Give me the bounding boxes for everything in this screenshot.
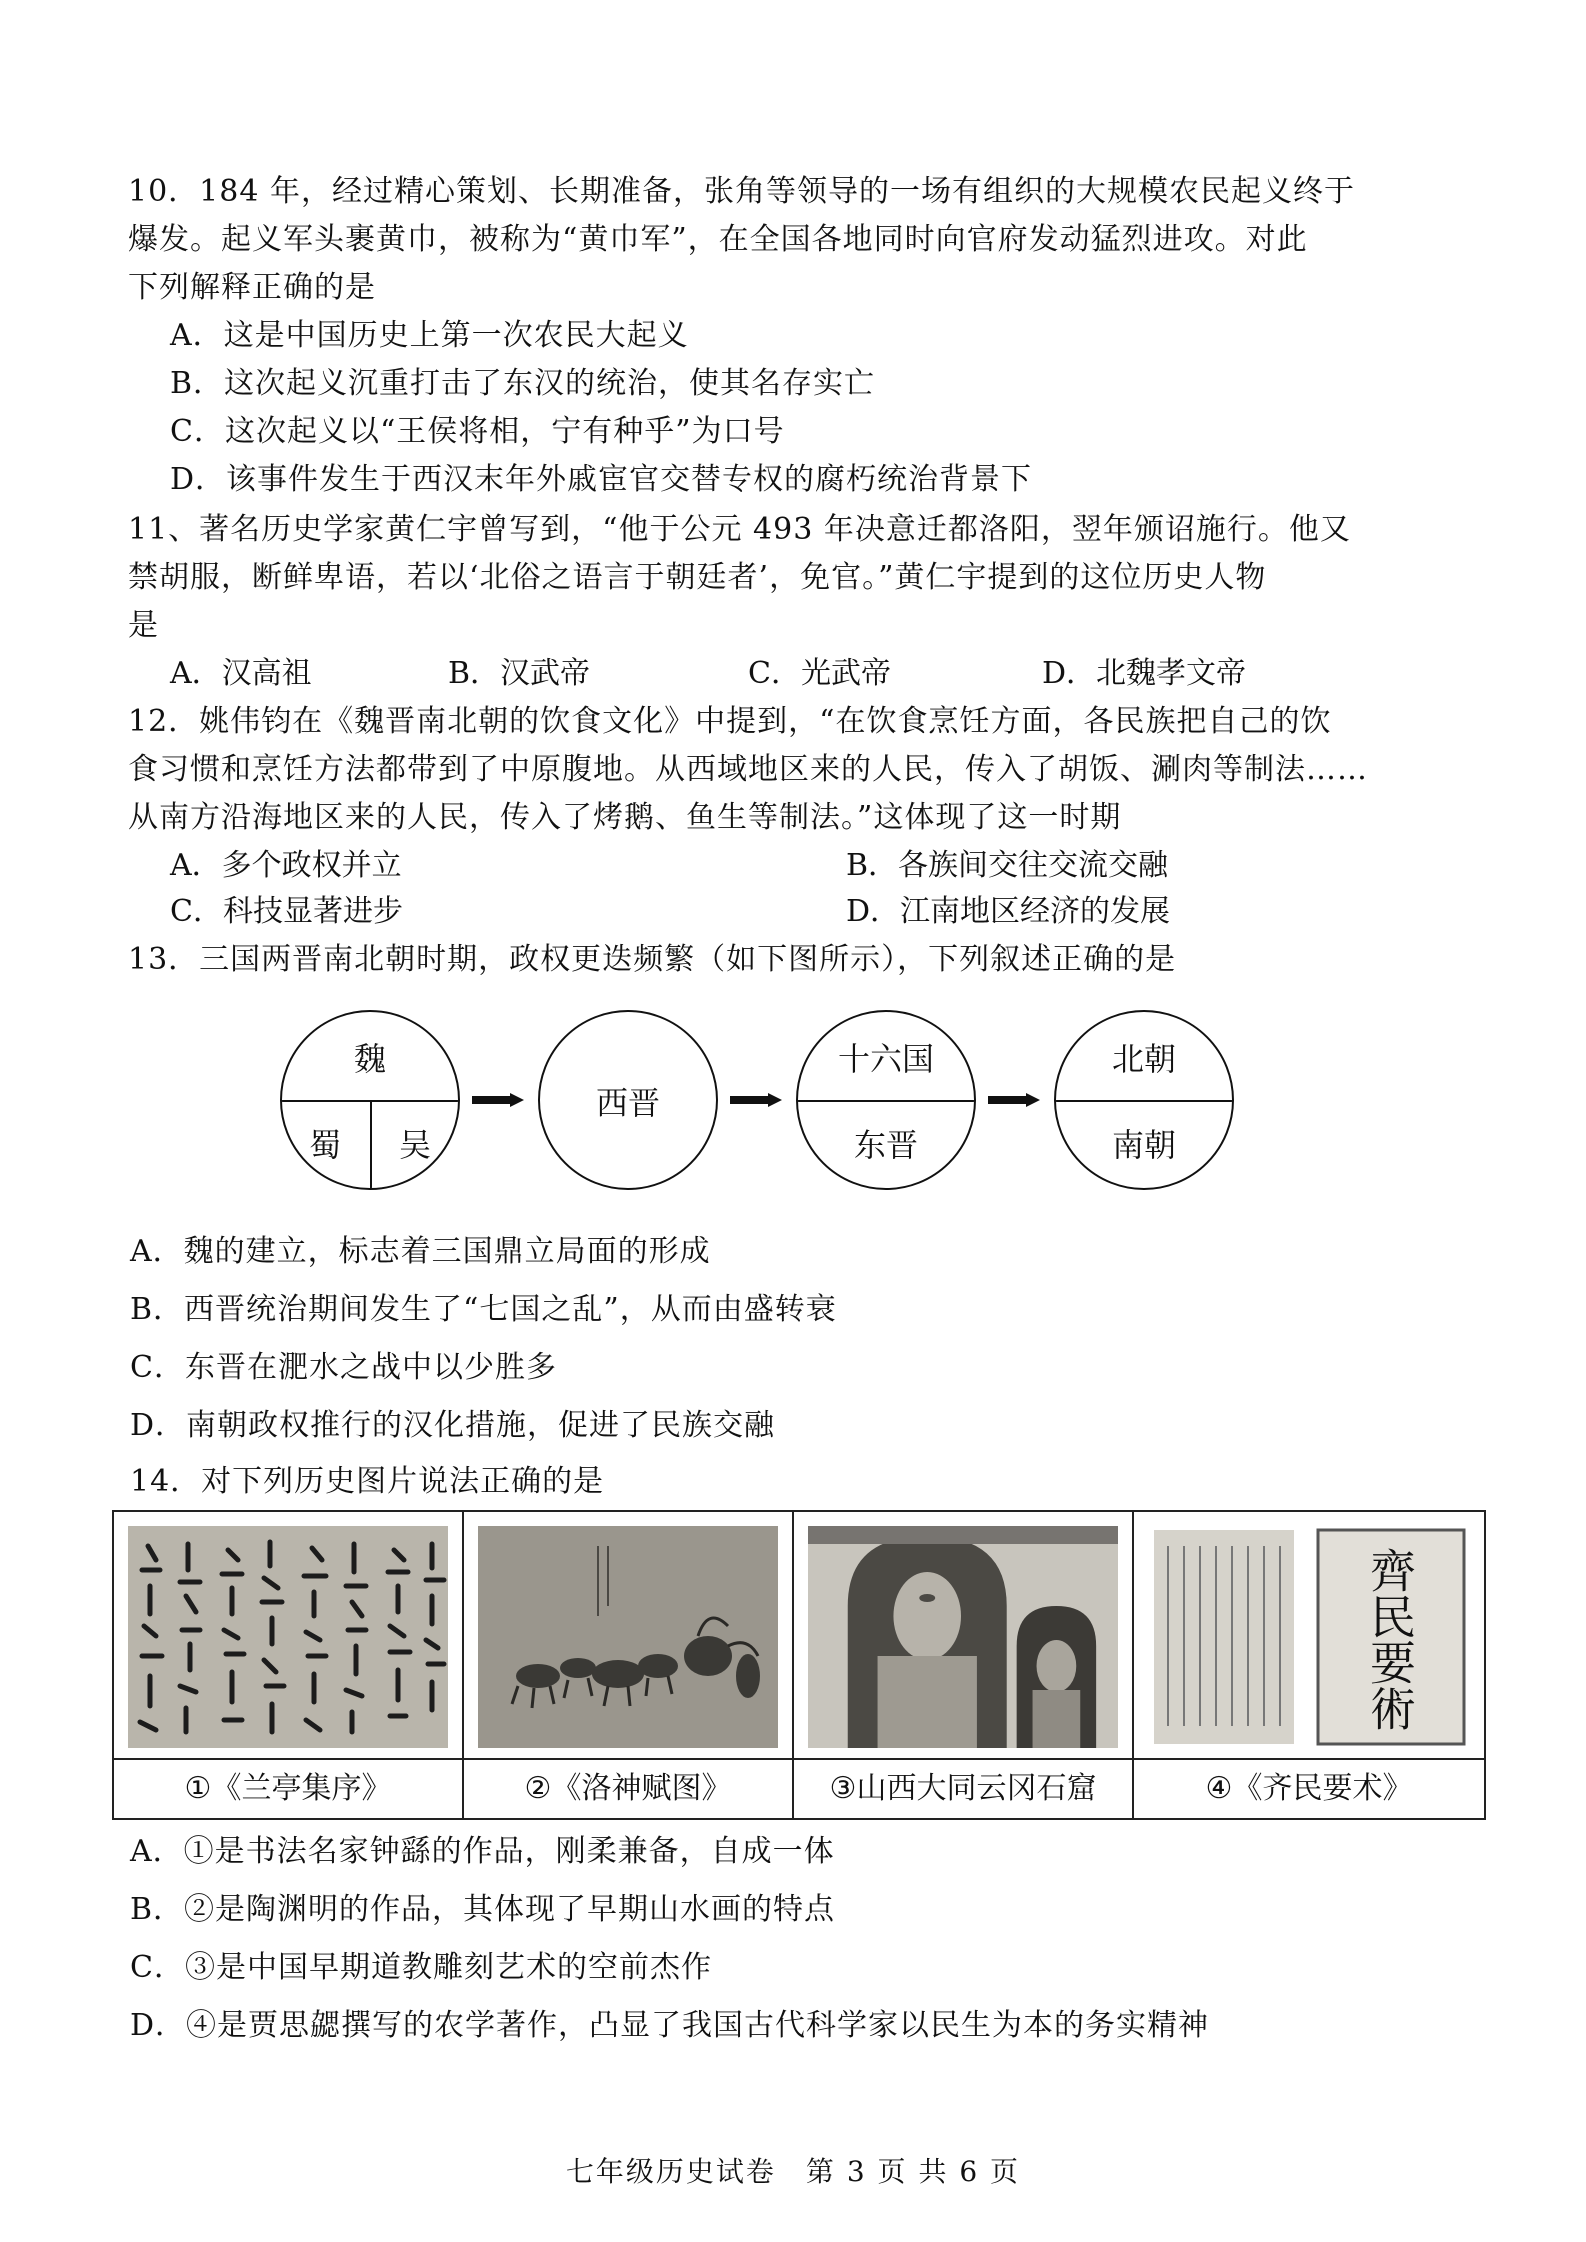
page-footer: 七年级历史试卷 第 3 页 共 6 页 [565, 2155, 1021, 2188]
q10-stem-line3: 下列解释正确的是 [128, 270, 376, 305]
q12-stem-line2: 食习惯和烹饪方法都带到了中原腹地。从西域地区来的人民，传入了胡饭、涮肉等制法…… [128, 752, 1368, 787]
q11-option-b[interactable]: B．汉武帝 [448, 656, 591, 691]
arrow-right-icon [472, 1093, 524, 1107]
picture-yungang-grottoes [794, 1512, 1134, 1818]
picture-luoshen-fu-painting [464, 1512, 794, 1818]
q10-option-d[interactable]: D．该事件发生于西汉末年外戚宦官交替专权的腐朽统治背景下 [170, 462, 1033, 497]
painting-image [478, 1526, 778, 1748]
label-shu: 蜀 [308, 1126, 341, 1164]
caption-1: ①《兰亭集序》 [114, 1758, 462, 1818]
history-pictures-table [112, 1510, 1486, 1820]
q14-option-c[interactable]: C．③是中国早期道教雕刻艺术的空前杰作 [130, 1950, 712, 1985]
q13-stem: 13．三国两晋南北朝时期，政权更迭频繁（如下图所示），下列叙述正确的是 [128, 942, 1177, 977]
q10-option-a[interactable]: A．这是中国历史上第一次农民大起义 [170, 318, 689, 353]
q10-stem-line2: 爆发。起义军头裹黄巾，被称为“黄巾军”，在全国各地同时向官府发动猛烈进攻。对此 [128, 222, 1308, 257]
q13-option-b[interactable]: B．西晋统治期间发生了“七国之乱”，从而由盛转衰 [130, 1292, 837, 1327]
calligraphy-image [128, 1526, 448, 1748]
regime-succession-diagram [280, 1010, 1280, 1200]
circle-northern-southern [1054, 1010, 1234, 1190]
divider [1056, 1100, 1232, 1102]
circle-western-jin [538, 1010, 718, 1190]
q12-option-c[interactable]: C．科技显著进步 [170, 894, 403, 929]
arrow-right-icon [988, 1093, 1040, 1107]
q13-option-d[interactable]: D．南朝政权推行的汉化措施，促进了民族交融 [130, 1408, 776, 1443]
q11-option-d[interactable]: D．北魏孝文帝 [1042, 656, 1247, 691]
circle-three-kingdoms [280, 1010, 460, 1190]
label-eastern-jin: 东晋 [853, 1126, 918, 1164]
circle-sixteen-kingdoms-eastern-jin [796, 1010, 976, 1190]
q12-option-d[interactable]: D．江南地区经济的发展 [846, 894, 1171, 929]
q11-stem-line1: 11、著名历史学家黄仁宇曾写到，“他于公元 493 年决意迁都洛阳，翌年颁诏施行。他又 [128, 512, 1351, 547]
q10-option-b[interactable]: B．这次起义沉重打击了东汉的统治，使其名存实亡 [170, 366, 876, 401]
book-image [1148, 1526, 1470, 1748]
q10-stem-line1: 10．184 年，经过精心策划、长期准备，张角等领导的一场有组织的大规模农民起义终于 [128, 174, 1355, 209]
q11-option-c[interactable]: C．光武帝 [748, 656, 891, 691]
label-western-jin: 西晋 [595, 1084, 660, 1122]
q13-option-c[interactable]: C．东晋在淝水之战中以少胜多 [130, 1350, 557, 1385]
q12-stem-line3: 从南方沿海地区来的人民，传入了烤鹅、鱼生等制法。”这体现了这一时期 [128, 800, 1122, 835]
picture-lanting-preface [114, 1512, 464, 1818]
q14-option-a[interactable]: A．①是书法名家钟繇的作品，刚柔兼备，自成一体 [130, 1834, 835, 1869]
q11-option-a[interactable]: A．汉高祖 [170, 656, 312, 691]
caption-3: ③山西大同云冈石窟 [794, 1758, 1132, 1818]
label-wu: 吴 [398, 1126, 431, 1164]
q11-stem-line3: 是 [128, 608, 159, 643]
book-cover-title: 齊民要術 [1363, 1547, 1417, 1731]
arrow-right-icon [730, 1093, 782, 1107]
label-sixteen-kingdoms: 十六国 [837, 1040, 934, 1078]
picture-qimin-yaoshu [1134, 1512, 1484, 1818]
q13-option-a[interactable]: A．魏的建立，标志着三国鼎立局面的形成 [130, 1234, 711, 1269]
q12-option-a[interactable]: A．多个政权并立 [170, 848, 402, 883]
label-wei: 魏 [353, 1040, 386, 1078]
divider [798, 1100, 974, 1102]
grotto-image [808, 1526, 1118, 1748]
q10-option-c[interactable]: C．这次起义以“王侯将相，宁有种乎”为口号 [170, 414, 785, 449]
q12-option-b[interactable]: B．各族间交往交流交融 [846, 848, 1169, 883]
q14-stem: 14．对下列历史图片说法正确的是 [130, 1464, 605, 1499]
label-northern-dynasties: 北朝 [1111, 1040, 1176, 1078]
caption-2: ②《洛神赋图》 [464, 1758, 792, 1818]
q14-option-b[interactable]: B．②是陶渊明的作品，其体现了早期山水画的特点 [130, 1892, 836, 1927]
caption-4: ④《齐民要术》 [1134, 1758, 1484, 1818]
q14-option-d[interactable]: D．④是贾思勰撰写的农学著作，凸显了我国古代科学家以民生为本的务实精神 [130, 2008, 1210, 2043]
label-southern-dynasties: 南朝 [1111, 1126, 1176, 1164]
q12-stem-line1: 12．姚伟钧在《魏晋南北朝的饮食文化》中提到，“在饮食烹饪方面，各民族把自己的饮 [128, 704, 1332, 739]
q11-stem-line2: 禁胡服，断鲜卑语，若以‘北俗之语言于朝廷者’，免官。”黄仁宇提到的这位历史人物 [128, 560, 1267, 595]
